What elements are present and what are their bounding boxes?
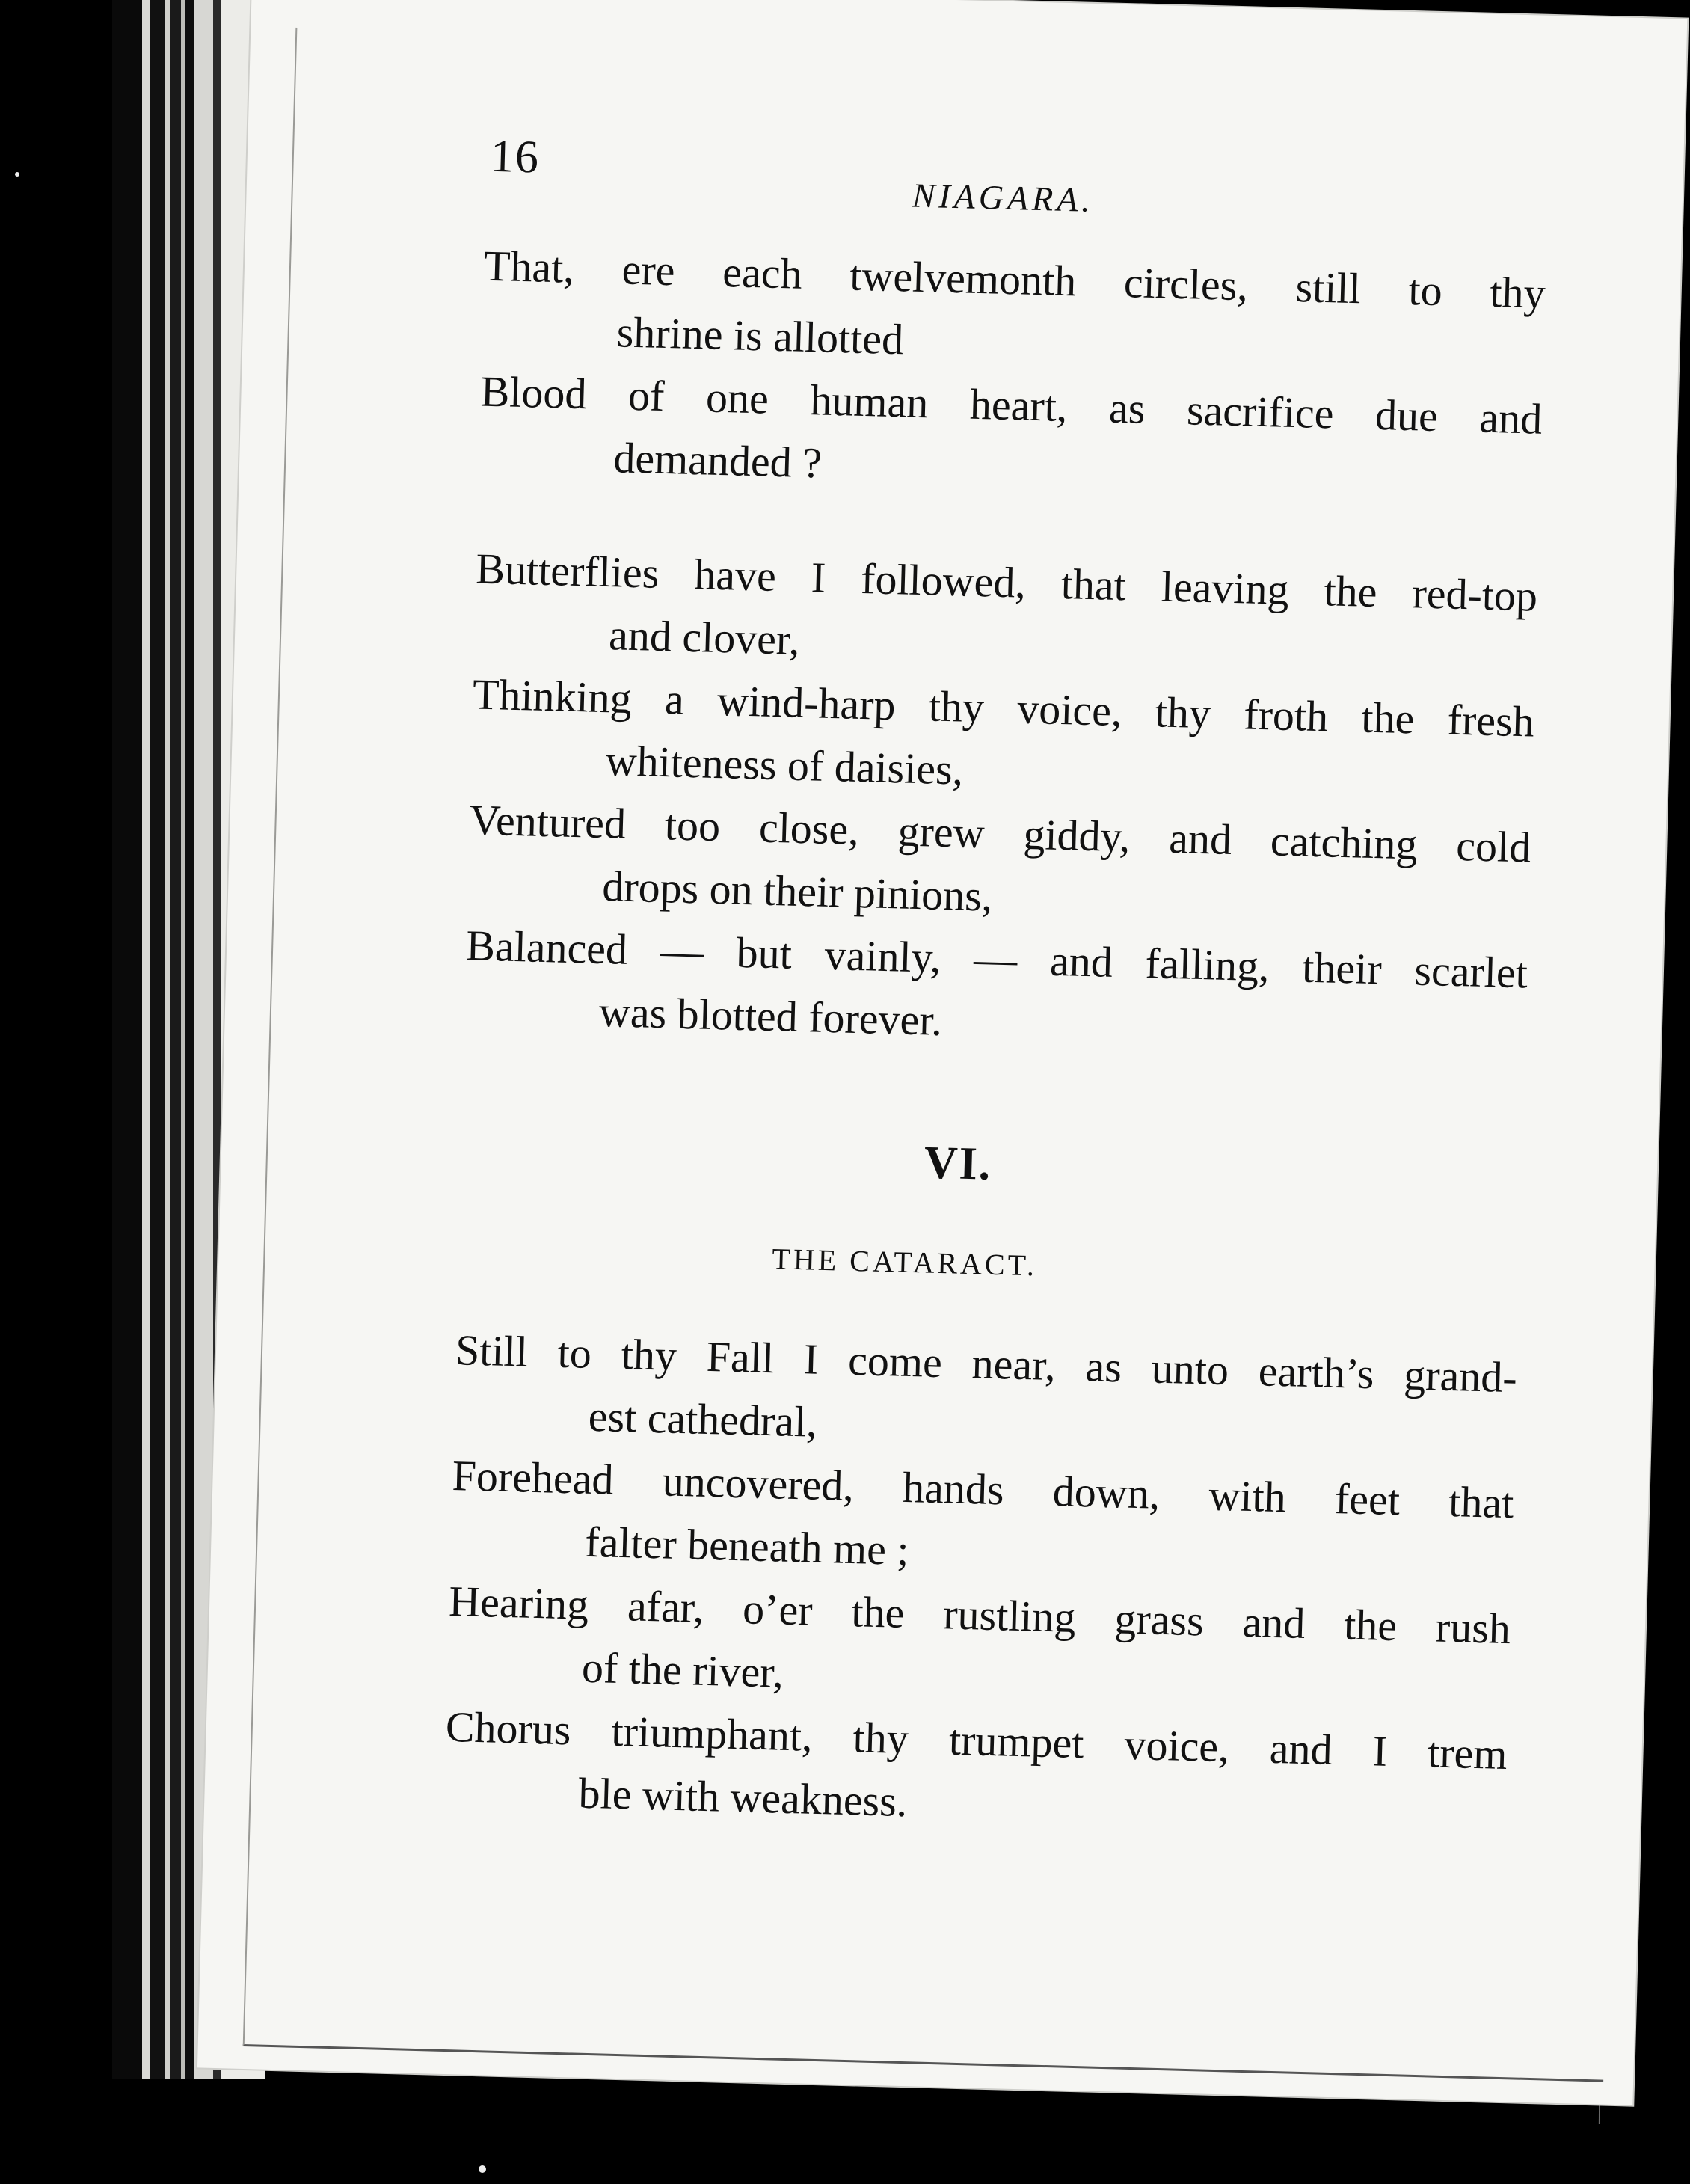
verse-continuation: falter beneath me ; [584, 1517, 910, 1575]
verse-line: Ventured too close, grew giddy, and catching cold [468, 795, 1532, 872]
verse-line: Hearing afar, o’er the rustling grass and the rush [448, 1576, 1511, 1654]
stanza-2 [464, 537, 1538, 1067]
verse-line: Butterflies have I followed, that leaving the red-top [475, 544, 1538, 621]
stanza-cataract [443, 1319, 1518, 1849]
dust-speck [15, 172, 19, 177]
verse-continuation: and clover, [608, 610, 801, 664]
verse-continuation: ble with weakness. [577, 1768, 909, 1826]
section-number: VI. [924, 1137, 993, 1190]
stanza-1 [478, 235, 1546, 514]
verse-line: Balanced — but vainly, — and falling, their scarlet [465, 921, 1528, 998]
verse-line: Thinking a wind-harp thy voice, thy froth the fresh [472, 669, 1535, 746]
dust-speck [479, 2165, 486, 2173]
section-title: THE CATARACT. [771, 1242, 1038, 1283]
verse-line: Forehead uncovered, hands down, with feet that [451, 1451, 1515, 1528]
verse-line: Still to thy Fall I come near, as unto earth’s grand- [455, 1325, 1518, 1402]
verse-line: That, ere each twelvemonth circles, still to thy [483, 241, 1546, 318]
page-number: 16 [490, 130, 541, 183]
book-page [197, 0, 1687, 2105]
running-head: NIAGARA. [912, 176, 1095, 219]
verse-line: Blood of one human heart, as sacrifice due and [479, 366, 1543, 444]
verse-continuation: shrine is allotted [616, 307, 904, 364]
verse-continuation: was blotted forever. [598, 987, 943, 1045]
verse-continuation: est cathedral, [588, 1391, 818, 1447]
verse-continuation: of the river, [581, 1642, 784, 1697]
verse-continuation: whiteness of daisies, [605, 736, 964, 794]
verse-continuation: drops on their pinions, [601, 862, 994, 921]
verse-line: Chorus triumphant, thy trumpet voice, and I trem [445, 1702, 1508, 1779]
verse-continuation: demanded ? [612, 433, 823, 488]
